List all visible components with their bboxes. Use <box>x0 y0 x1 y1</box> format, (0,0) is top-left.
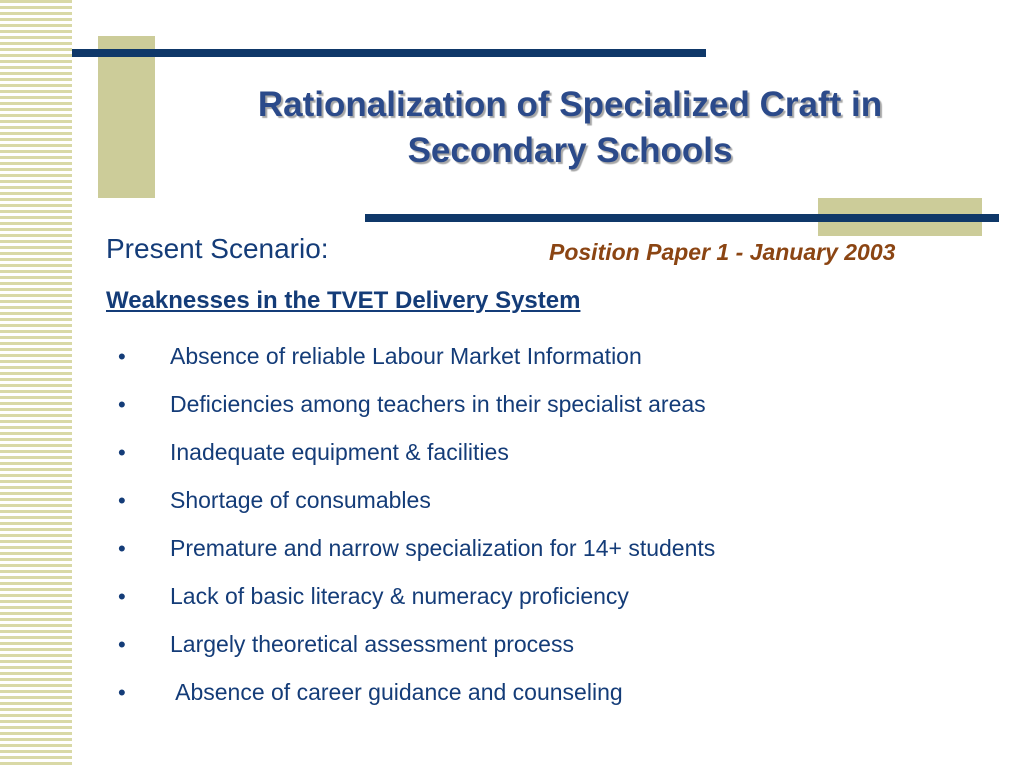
list-item <box>118 532 715 580</box>
bullet-icon: • <box>118 344 126 369</box>
bullet-icon: • <box>118 440 126 465</box>
decorative-rule-top <box>72 49 706 57</box>
weaknesses-list <box>118 340 715 724</box>
list-item <box>118 628 715 676</box>
decorative-tan-block-left <box>98 36 155 198</box>
list-item-text: Shortage of consumables <box>170 487 431 513</box>
list-item <box>118 676 715 724</box>
bullet-icon: • <box>118 680 126 705</box>
list-item <box>118 484 715 532</box>
bullet-icon: • <box>118 632 126 657</box>
position-paper-label: Position Paper 1 - January 2003 <box>549 239 896 265</box>
weaknesses-subheading: Weaknesses in the TVET Delivery System <box>106 287 581 314</box>
list-item-text: Lack of basic literacy & numeracy proficiency <box>170 583 629 609</box>
list-item-text: Deficiencies among teachers in their specialist areas <box>170 391 706 417</box>
present-scenario-heading: Present Scenario: <box>106 233 329 264</box>
list-item-text: Absence of career guidance and counseling <box>170 679 623 705</box>
bullet-icon: • <box>118 392 126 417</box>
bullet-icon: • <box>118 488 126 513</box>
list-item-text: Inadequate equipment & facilities <box>170 439 509 465</box>
list-item <box>118 436 715 484</box>
slide-title: Rationalization of Specialized Craft in Secondary Schools <box>257 85 883 170</box>
decorative-stripe-panel <box>0 0 72 768</box>
bullet-icon: • <box>118 584 126 609</box>
list-item-text: Premature and narrow specialization for 14+ students <box>170 535 716 561</box>
list-item <box>118 580 715 628</box>
bullet-icon: • <box>118 536 126 561</box>
list-item <box>118 340 715 388</box>
list-item <box>118 388 715 436</box>
list-item-text: Absence of reliable Labour Market Information <box>170 343 642 369</box>
decorative-rule-middle <box>365 214 999 222</box>
list-item-text: Largely theoretical assessment process <box>170 631 574 657</box>
